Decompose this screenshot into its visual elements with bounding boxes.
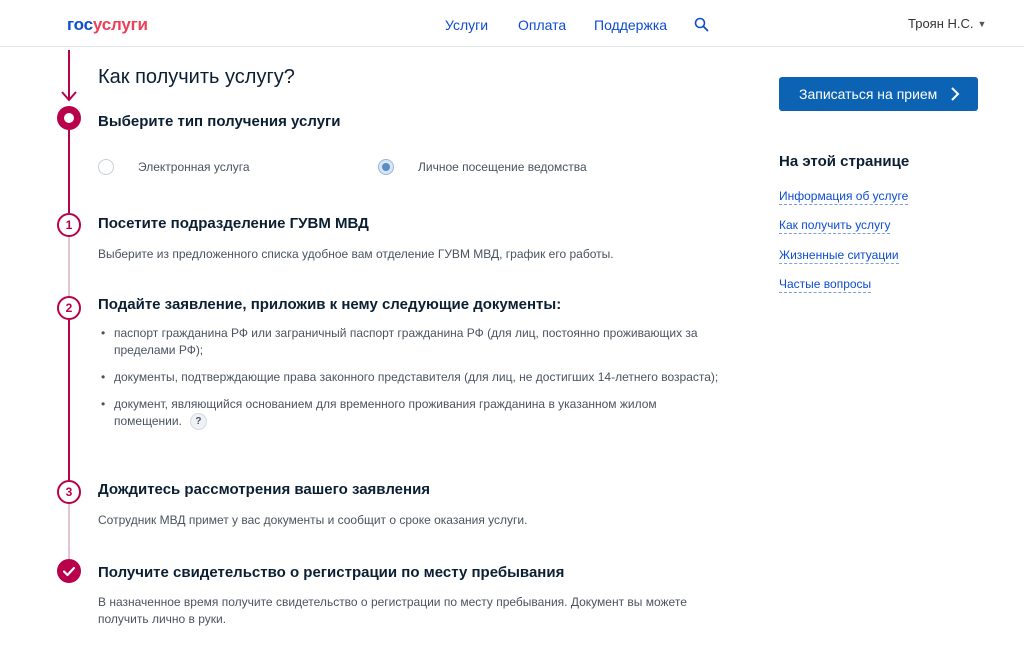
step-number-1: 1 (57, 213, 81, 237)
user-menu[interactable] (908, 16, 986, 31)
timeline-segment (68, 237, 70, 296)
toc-link-how-to-get[interactable]: Как получить услугу (779, 218, 891, 232)
toc-link-life-situations[interactable]: Жизненные ситуации (779, 248, 899, 262)
user-name: Троян Н.С. (908, 16, 974, 31)
step-desc-wait-review: Сотрудник МВД примет у вас документы и сообщит о сроке оказания услуги. (98, 513, 528, 527)
radio-label-electronic[interactable]: Электронная услуга (138, 160, 250, 174)
document-text: документ, являющийся основанием для временного проживания гражданина в указанном жилом помещении. (114, 397, 657, 428)
step-title-visit-office: Посетите подразделение ГУВМ МВД (98, 215, 369, 232)
step-number-2: 2 (57, 296, 81, 320)
arrow-down-icon (59, 46, 79, 104)
logo-text-gos: гос (67, 15, 93, 34)
step-number-3: 3 (57, 480, 81, 504)
radio-label-personal-visit[interactable]: Личное посещение ведомства (418, 160, 587, 174)
checkmark-icon (57, 559, 81, 583)
radio-electronic-service[interactable] (98, 159, 114, 175)
step-done-marker (57, 559, 81, 583)
nav-link-payment[interactable]: Оплата (518, 17, 567, 33)
timeline-segment (68, 504, 70, 559)
document-text: документы, подтверждающие права законного представителя (для лиц, не достигших 14-летнего возраста); (114, 370, 719, 384)
chevron-right-icon (950, 87, 960, 101)
search-icon[interactable] (694, 17, 709, 32)
page-title: Как получить услугу? (98, 66, 295, 88)
nav-link-support[interactable]: Поддержка (594, 17, 668, 33)
question-icon[interactable]: ? (190, 413, 207, 430)
document-text: паспорт гражданина РФ или заграничный паспорт гражданина РФ (для лиц, постоянно проживающих за пределами РФ); (114, 326, 698, 357)
timeline-segment (68, 130, 70, 213)
gosuslugi-logo[interactable] (67, 15, 148, 35)
chevron-down-icon: ▼ (977, 19, 987, 29)
list-item (98, 369, 738, 386)
step-desc-get-certificate: В назначенное время получите свидетельство о регистрации по месту пребывания. Документ вы можете получить лично в руки. (98, 595, 687, 626)
bullet: • (101, 370, 106, 384)
toc-link-service-info[interactable]: Информация об услуге (779, 189, 909, 203)
bullet: • (101, 397, 106, 411)
step-title-wait-review: Дождитесь рассмотрения вашего заявления (98, 481, 431, 498)
bullet: • (101, 326, 106, 340)
nav-link-services[interactable]: Услуги (445, 17, 489, 33)
step-title-get-certificate: Получите свидетельство о регистрации по месту пребывания (98, 564, 565, 581)
logo-text-uslugi: услуги (92, 15, 148, 34)
toc-link-faq[interactable]: Частые вопросы (779, 277, 872, 291)
step-title-submit-application: Подайте заявление, приложив к нему следующие документы: (98, 296, 562, 313)
list-item (98, 325, 738, 359)
step-current-marker (57, 106, 81, 130)
list-item (98, 396, 694, 430)
step-desc-visit-office: Выберите из предложенного списка удобное вам отделение ГУВМ МВД, график его работы. (98, 247, 614, 261)
step-title-choose-type: Выберите тип получения услуги (98, 113, 341, 130)
book-appointment-label: Записаться на прием (799, 86, 938, 102)
documents-list (98, 325, 738, 440)
toc-title: На этой странице (779, 153, 910, 170)
timeline-segment (68, 320, 70, 480)
book-appointment-button[interactable] (779, 77, 978, 111)
radio-personal-visit[interactable] (378, 159, 394, 175)
top-header (0, 0, 1024, 47)
